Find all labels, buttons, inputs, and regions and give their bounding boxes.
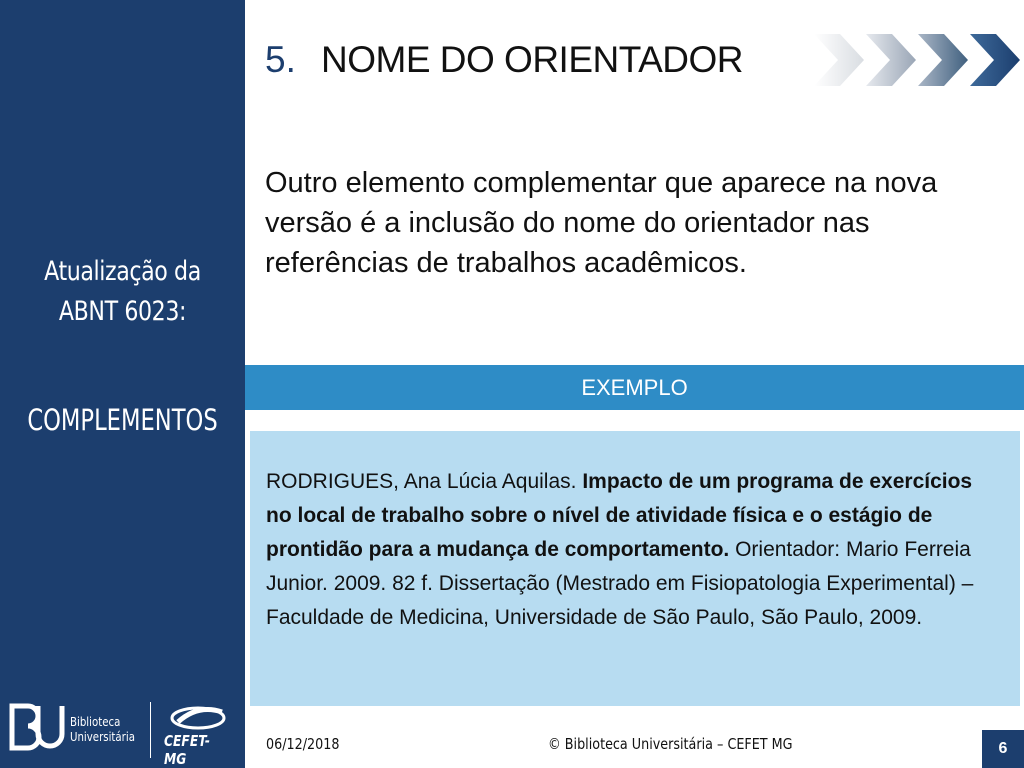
page-number: 6 xyxy=(982,730,1024,768)
footer-logos xyxy=(0,690,245,768)
footer-date: 06/12/2018 xyxy=(266,735,340,753)
reference-title: Impacto de um programa de exercícios no local de trabalho sobre o nível de atividade física e o estágio de prontidão para a mudança de comportamento. xyxy=(266,470,973,561)
example-box xyxy=(250,431,1020,706)
bu-logo-line1: Biblioteca xyxy=(70,715,121,729)
cefet-swoosh-icon xyxy=(168,704,228,730)
bu-logo-line2: Universitária xyxy=(70,730,135,744)
reference-text xyxy=(266,465,996,635)
title-text: NOME DO ORIENTADOR xyxy=(321,39,743,80)
title-number: 5. xyxy=(265,39,296,80)
reference-details: Orientador: Mario Ferreia Junior. 2009. 82 f. Dissertação (Mestrado em Fisiopatologia Experimental) – Faculdade de Medicina, Universidade de São Paulo, São Paulo, 2009. xyxy=(266,538,974,629)
logo-divider xyxy=(150,702,151,758)
bu-logo-text xyxy=(70,715,135,745)
example-header: EXEMPLO xyxy=(245,365,1024,410)
sidebar-subheading: COMPLEMENTOS xyxy=(27,403,218,437)
chevrons-decoration-icon xyxy=(810,30,1022,90)
intro-paragraph: Outro elemento complementar que aparece na nova versão é a inclusão do nome do orientador nas referências de trabalhos acadêmicos. xyxy=(265,167,938,279)
footer-copyright: © Biblioteca Universitária – CEFET MG xyxy=(548,735,793,753)
cefet-logo-text: CEFET-MG xyxy=(164,732,210,768)
sidebar-heading-line2: ABNT 6023: xyxy=(58,296,187,327)
bu-logo-icon xyxy=(8,702,66,754)
sidebar xyxy=(0,0,245,768)
sidebar-heading-line1: Atualização da xyxy=(44,256,201,287)
reference-author: RODRIGUES, Ana Lúcia Aquilas. xyxy=(266,470,583,493)
sidebar-heading xyxy=(22,252,223,332)
